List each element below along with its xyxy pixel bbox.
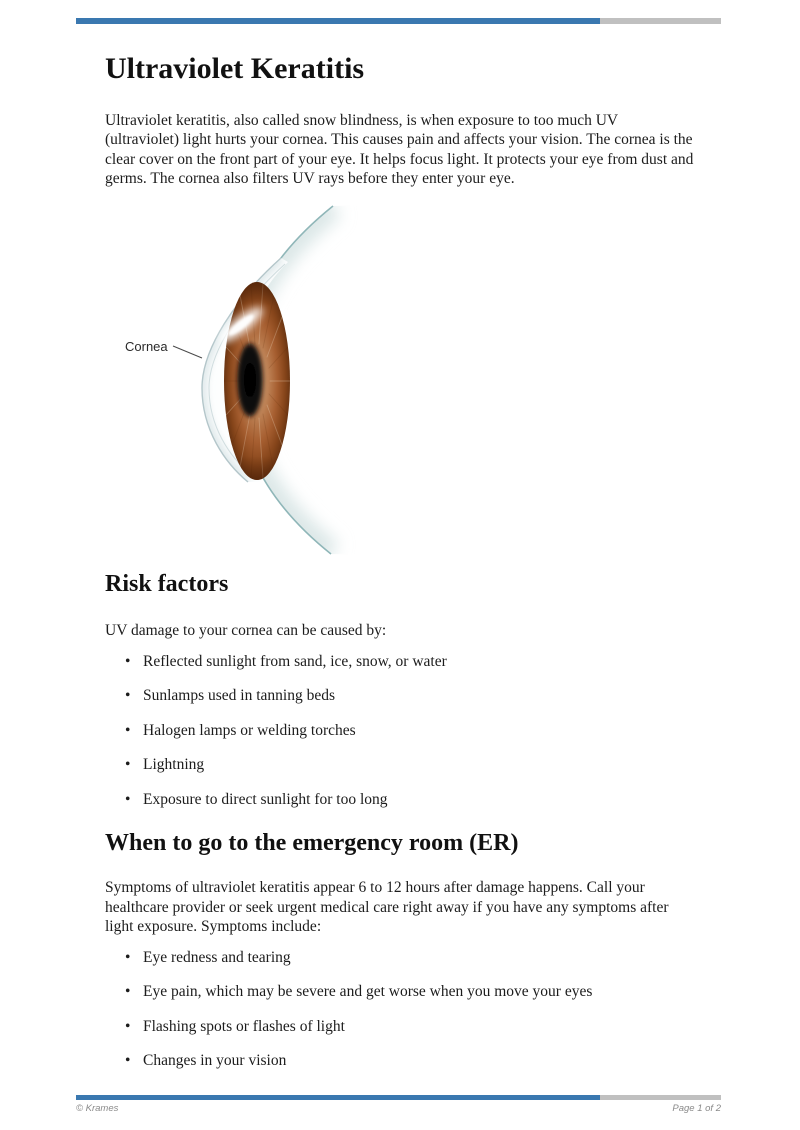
footer-rule-blue <box>76 1095 600 1100</box>
intro-paragraph: Ultraviolet keratitis, also called snow blindness, is when exposure to too much UV (ultraviolet) light hurts your cornea. This causes pain and affects your vision. The cornea is the clear cover on the front part of your eye. It helps focus light. It protects your eye from dust and germs. The cornea also filters UV rays before they enter your eye. <box>105 111 694 187</box>
bullet-icon: • <box>125 790 131 808</box>
list-item <box>125 982 695 1002</box>
list-item <box>125 755 695 775</box>
cornea-label: Cornea <box>125 338 168 354</box>
bullet-icon: • <box>125 721 131 739</box>
emergency-heading: When to go to the emergency room (ER) <box>105 830 519 857</box>
cornea-leader-line <box>173 346 202 358</box>
list-item-text: Lightning <box>143 756 205 774</box>
footer-text-row <box>76 1103 721 1114</box>
bullet-icon: • <box>125 1017 131 1035</box>
list-item-text: Eye pain, which may be severe and get worse when you move your eyes <box>143 983 593 1001</box>
cornea-figure <box>105 204 695 556</box>
list-item <box>125 686 695 706</box>
list-item-text: Sunlamps used in tanning beds <box>143 687 336 705</box>
document-content <box>0 24 800 1071</box>
bullet-icon: • <box>125 756 131 774</box>
eye-illustration <box>100 204 400 556</box>
bullet-icon: • <box>125 1052 131 1070</box>
page-number: Page 1 of 2 <box>672 1103 721 1114</box>
list-item-text: Changes in your vision <box>143 1052 287 1070</box>
emergency-lead: Symptoms of ultraviolet keratitis appear 6 to 12 hours after damage happens. Call your healthcare provider or seek urgent medical care right away if you have any symptoms after light exposure. Symptoms include: <box>105 879 669 936</box>
bullet-icon: • <box>125 948 131 966</box>
page-title: Ultraviolet Keratitis <box>105 52 365 85</box>
bullet-icon: • <box>125 652 131 670</box>
copyright-text: © Krames <box>76 1103 119 1114</box>
list-item-text: Halogen lamps or welding torches <box>143 721 356 739</box>
list-item-text: Eye redness and tearing <box>143 948 291 966</box>
list-item-text: Flashing spots or flashes of light <box>143 1017 345 1035</box>
footer-rule <box>76 1095 721 1100</box>
pupil <box>237 343 263 417</box>
risk-factors-heading: Risk factors <box>105 570 229 597</box>
page-footer <box>76 1095 721 1114</box>
list-item <box>125 948 695 968</box>
list-item <box>125 652 695 672</box>
list-item <box>125 790 695 810</box>
list-item-text: Reflected sunlight from sand, ice, snow, or water <box>143 652 447 670</box>
footer-rule-gray <box>600 1095 721 1100</box>
risk-factors-list <box>105 652 695 810</box>
list-item-text: Exposure to direct sunlight for too long <box>143 790 388 808</box>
bullet-icon: • <box>125 687 131 705</box>
list-item <box>125 1017 695 1037</box>
list-item <box>125 721 695 741</box>
emergency-list <box>105 948 695 1071</box>
risk-factors-lead: UV damage to your cornea can be caused by: <box>105 622 387 640</box>
bullet-icon: • <box>125 983 131 1001</box>
list-item <box>125 1051 695 1071</box>
